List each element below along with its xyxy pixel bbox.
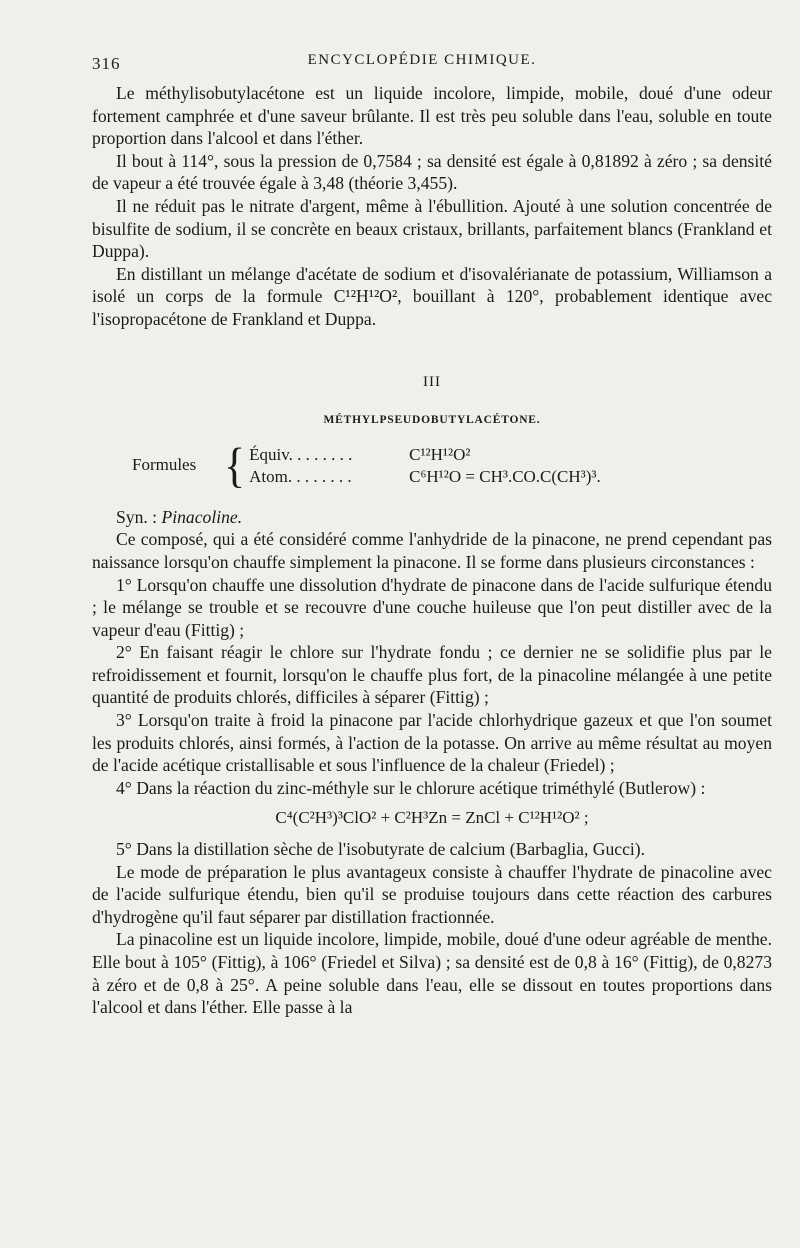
paragraph: 1° Lorsqu'on chauffe une dissolution d'hydrate de pinacone dans de l'acide sulfurique étendu ; le mélange se trouble et se recouvre d'une couche huileuse que l'on peut distiller avec de la vapeur d'eau (Fittig) ; [92,574,772,640]
paragraph: Le mode de préparation le plus avantageux consiste à chauffer l'hydrate de pinacoline avec de l'acide sulfurique étendu, bien qu'il se produise toujours dans cette réaction des carbures d'hydrogène qu'il faut séparer par distillation fractionnée. [92,861,772,927]
brace-glyph: { [224,438,246,493]
synonym-value: Pinacoline. [161,506,243,527]
synonym-line [92,506,772,529]
equiv-label: Équiv. . . . . . . . [249,444,353,464]
paragraph: Le méthylisobutylacétone est un liquide incolore, limpide, mobile, doué d'une odeur fortement camphrée et d'une saveur brûlante. Il est très peu soluble dans l'eau, soluble en toute proportion dans l'alcool et dans l'éther. [92,83,772,149]
formula-label: Formules [132,455,197,475]
page-header [92,52,752,76]
equiv-value: C¹²H¹²O² [409,444,471,464]
paragraph: 4° Dans la réaction du zinc-méthyle sur le chlorure acétique triméthylé (Butlerow) : [116,777,706,798]
paragraph: 3° Lorsqu'on traite à froid la pinacone par l'acide chlorhydrique gazeux et que l'on soumet les produits chlorés, ainsi formés, à l'action de la potasse. On arrive au même résultat au moyen de l'acide acétique cristallisable et sous l'influence de la chaleur (Friedel) ; [92,710,772,776]
formula-block [132,438,772,493]
paragraph: Ce composé, qui a été considéré comme l'anhydride de la pinacone, ne prend cependant pas naissance lorsqu'on chauffe simplement la pinacone. Il se forme dans plusieurs circonstances : [92,529,772,572]
reaction-equation: C⁴(C²H³)³ClO² + C²H³Zn = ZnCl + C¹²H¹²O² ; [275,808,589,828]
formula-row-equiv [249,444,601,466]
paragraph: 2° En faisant réagir le chlore sur l'hydrate fondu ; ce dernier ne se solidifie plus par le refroidissement et fournit, lorsqu'on le chauffe plus fort, de la pinacoline mélangée à une petite quantité de produits chlorés, difficiles à séparer (Fittig) ; [92,642,772,708]
atom-value: C⁶H¹²O = CH³.CO.C(CH³)³. [409,466,601,486]
page-number: 316 [92,54,121,73]
section-title: MÉTHYLPSEUDOBUTYLACÉTONE. [323,414,541,427]
formula-rows [249,444,601,488]
section-number: III [423,373,441,390]
formula-row-atom [249,466,601,488]
running-title: ENCYCLOPÉDIE CHIMIQUE. [307,52,537,68]
paragraph: Il bout à 114°, sous la pression de 0,7584 ; sa densité est égale à 0,81892 à zéro ; sa densité de vapeur a été trouvée égale à 3,48 (théorie 3,455). [92,150,772,194]
atom-label: Atom. . . . . . . . [249,466,352,486]
paragraph: Il ne réduit pas le nitrate d'argent, même à l'ébullition. Ajouté à une solution concentrée de bisulfite de sodium, il se concrète en beaux cristaux, brillants, parfaitement blancs (Frankland et Duppa). [92,195,772,262]
paragraph: La pinacoline est un liquide incolore, limpide, mobile, doué d'une odeur agréable de menthe. Elle bout à 105° (Fittig), à 106° (Friedel et Silva) ; sa densité est de 0,8 à 16° (Fittig), de 0,8273 à zéro et de 0,8 à 25°. A peine soluble dans l'eau, elle se dissout en toutes proportions dans l'alcool et dans l'éther. Elle passe à la [92,929,772,1018]
paragraph: 5° Dans la distillation sèche de l'isobutyrate de calcium (Barbaglia, Gucci). [116,839,646,860]
page-body [92,82,772,1019]
paragraph: En distillant un mélange d'acétate de sodium et d'isovalérianate de potassium, Williamson a isolé un corps de la formule C¹²H¹²O², bouillant à 120°, probablement identique avec l'isopropacétone de Frankland et Duppa. [92,263,772,329]
synonym-label: Syn. : [116,506,158,527]
section-heading [92,371,772,432]
